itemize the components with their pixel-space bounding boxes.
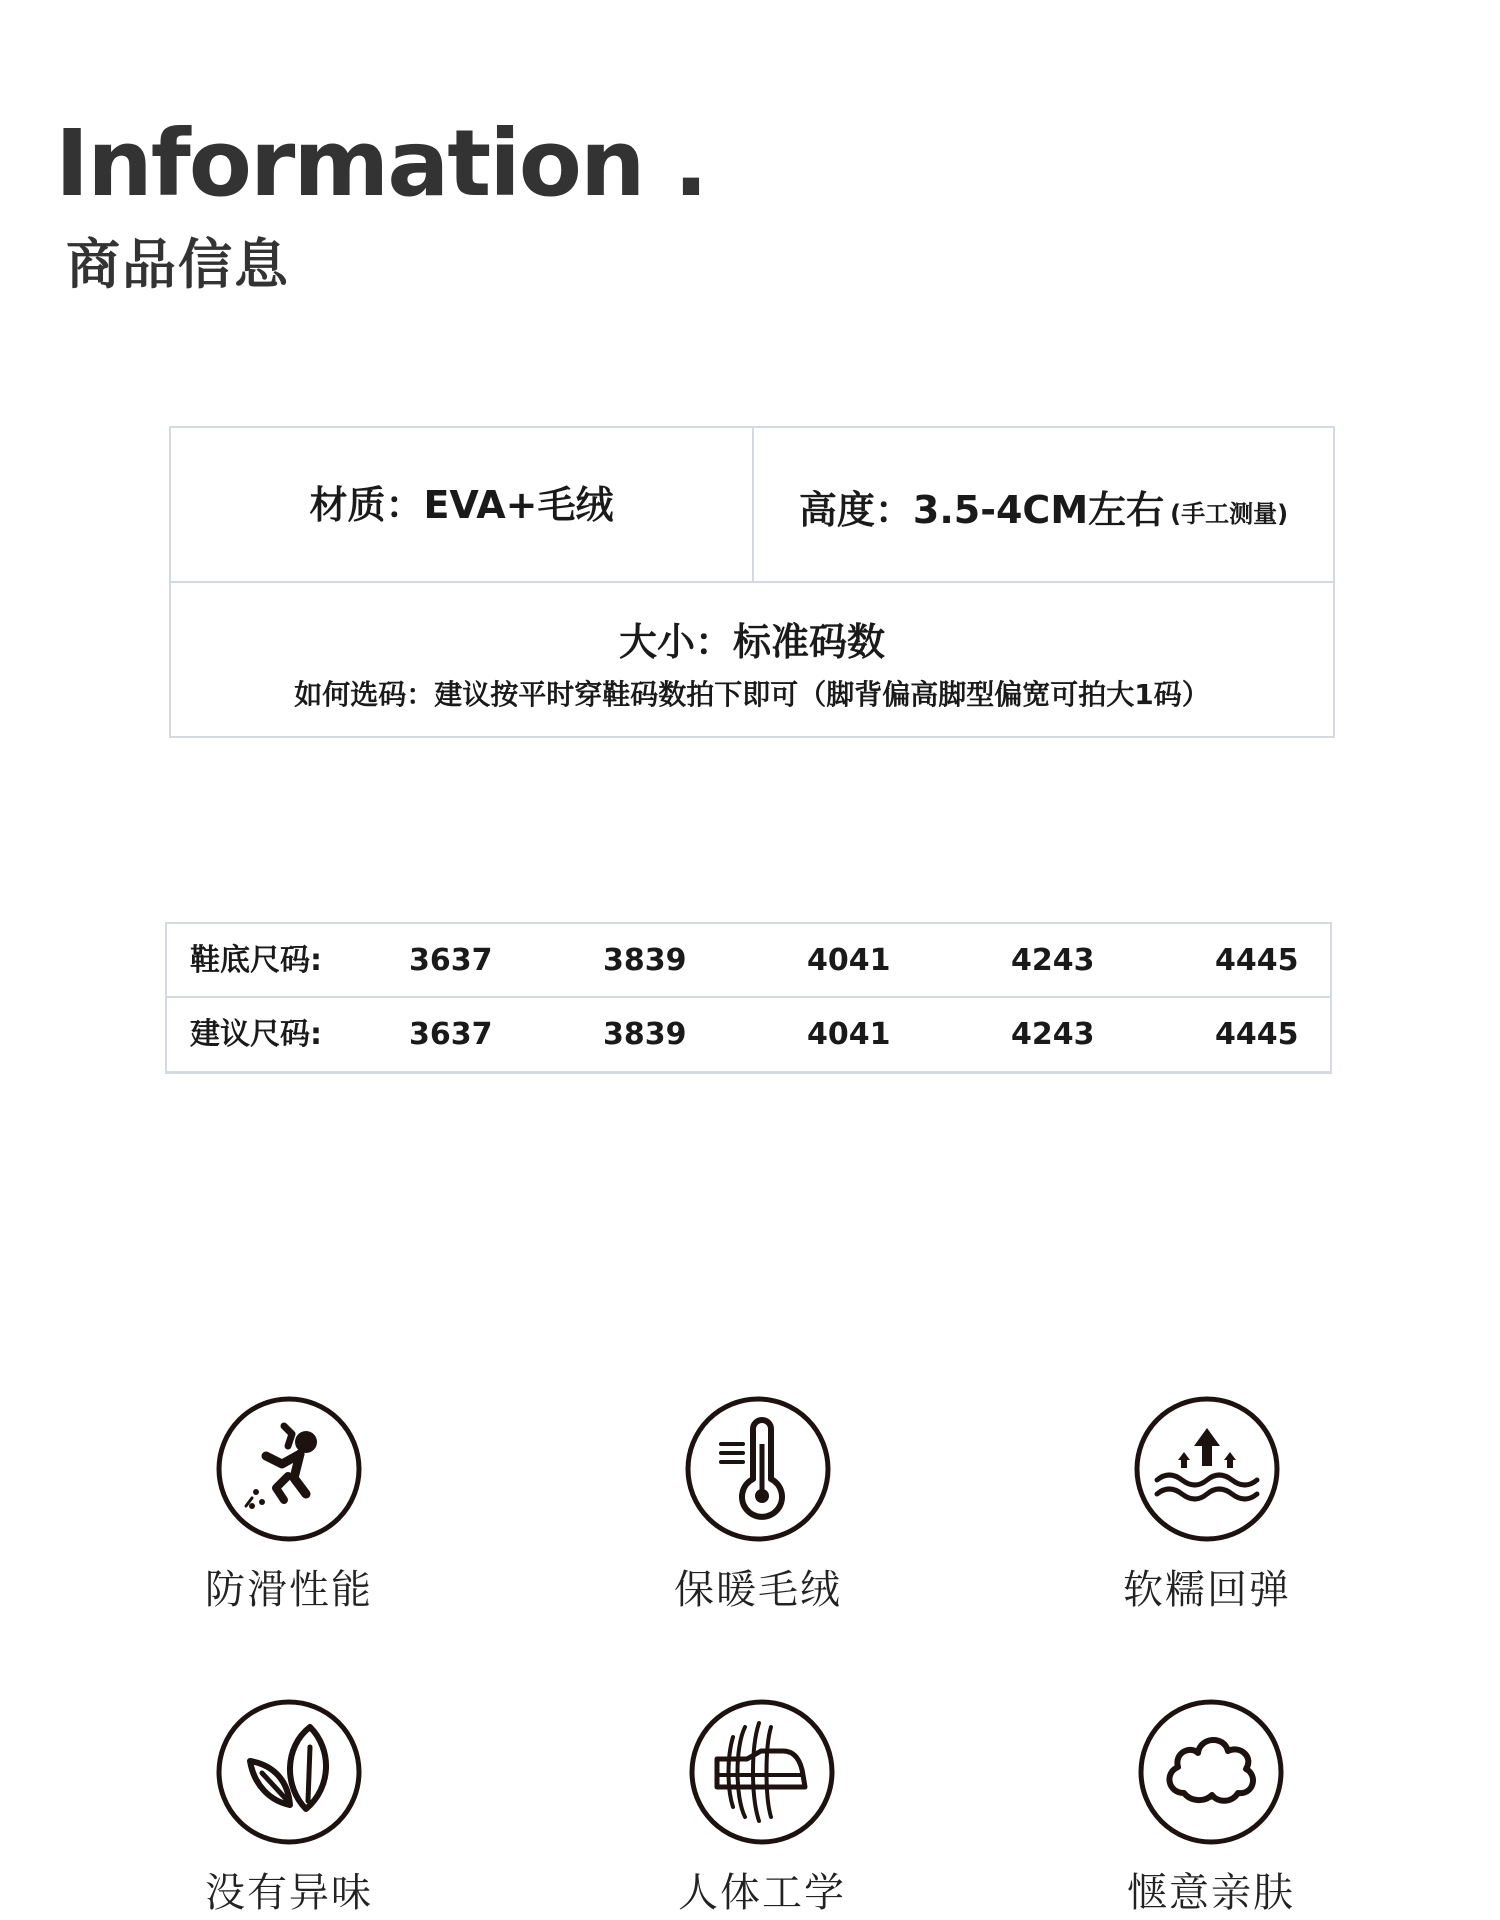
feature-no-odor: [139, 1697, 439, 1916]
height-cell: [754, 428, 1333, 581]
feature-anti-slip: [139, 1394, 439, 1613]
page-title-cn: 商品信息: [66, 233, 290, 296]
feature-label: 保暖毛绒: [674, 1567, 842, 1613]
rebound-icon: [1132, 1394, 1282, 1544]
material-text: 材质：EVA+毛绒: [309, 483, 614, 527]
table-cell: 4041: [807, 943, 891, 978]
size-chart-table: [165, 922, 1332, 1074]
info-row-size: [171, 583, 1333, 736]
table-cell: 4243: [1011, 943, 1095, 978]
row-label: 建议尺码:: [190, 1017, 322, 1052]
cloud-icon: [1136, 1697, 1286, 1847]
feature-label: 惬意亲肤: [1127, 1870, 1295, 1916]
feature-label: 防滑性能: [205, 1567, 373, 1613]
size-text: 大小：标准码数: [618, 620, 885, 664]
ergonomic-shoe-icon: [687, 1697, 837, 1847]
table-cell: 4243: [1011, 1017, 1095, 1052]
table-cell: 3637: [409, 943, 493, 978]
feature-warm-plush: [608, 1394, 908, 1613]
height-note: (手工测量): [1170, 500, 1289, 528]
leaf-icon: [214, 1697, 364, 1847]
info-row-material-height: [171, 428, 1333, 583]
row-label: 鞋底尺码:: [190, 943, 322, 978]
table-row: [167, 924, 1330, 998]
thermometer-icon: [683, 1394, 833, 1544]
feature-skin-friendly: [1061, 1697, 1361, 1916]
table-cell: 3839: [603, 943, 687, 978]
table-cell: 4041: [807, 1017, 891, 1052]
feature-label: 没有异味: [205, 1870, 373, 1916]
feature-label: 人体工学: [678, 1870, 846, 1916]
feature-ergonomic: [612, 1697, 912, 1916]
table-cell: 4445: [1215, 943, 1299, 978]
product-info-table: [169, 426, 1335, 738]
height-text: 高度：3.5-4CM左右: [798, 488, 1165, 532]
anti-slip-icon: [214, 1394, 364, 1544]
size-tip-text: 如何选码：建议按平时穿鞋码数拍下即可（脚背偏高脚型偏宽可拍大1码）: [294, 678, 1210, 711]
feature-soft-rebound: [1057, 1394, 1357, 1613]
table-cell: 3637: [409, 1017, 493, 1052]
material-cell: [171, 428, 754, 581]
table-cell: 4445: [1215, 1017, 1299, 1052]
table-row: [167, 998, 1330, 1072]
page-title-en: Information .: [55, 110, 707, 217]
table-cell: 3839: [603, 1017, 687, 1052]
feature-label: 软糯回弹: [1123, 1567, 1291, 1613]
